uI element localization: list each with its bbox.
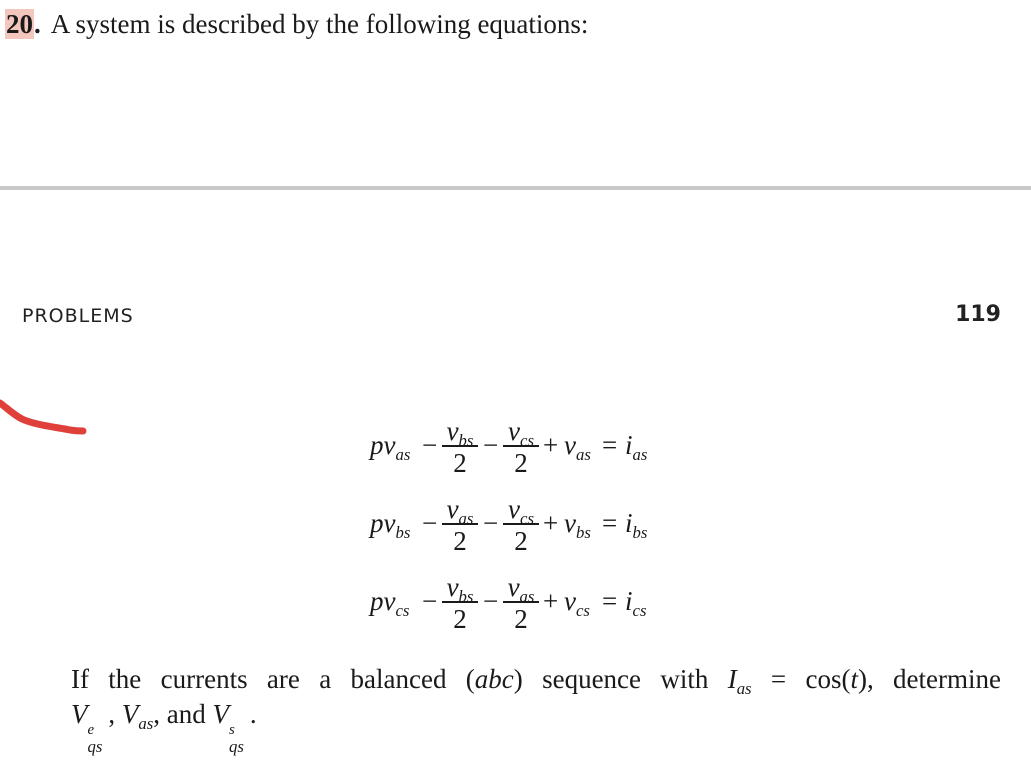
question-text: A system is described by the following equations: [50,9,589,39]
page-divider [0,186,1031,190]
running-head-section: PROBLEMS [22,305,134,327]
equals-sign: = [602,586,618,616]
minus-sign: − [422,586,438,616]
page-number: 119 [955,302,1001,327]
plus-sign: + [543,430,559,460]
fraction: $v_{cs}$ 2 [503,418,539,474]
minus-sign: − [483,430,499,460]
fraction: $v_{bs}$ 2 [442,574,478,630]
fraction: $v_{as}$ 2 [442,496,478,552]
problem-statement-line-1: If the currents are a balanced (abc) sequence with $I_{as} = \cos(t)$, determine [71,664,1001,698]
eq-term: $v_{bs}$ [564,508,591,542]
minus-sign: − [483,508,499,538]
fraction: $v_{bs}$ 2 [442,418,478,474]
minus-sign: − [483,586,499,616]
plus-sign: + [543,586,559,616]
equals-sign: = [602,508,618,538]
eq-rhs-term: $i_{bs}$ [625,508,648,542]
eq-lhs-term: $pv_{bs}$ [370,508,411,542]
plus-sign: + [543,508,559,538]
eq-lhs-term: $pv_{cs}$ [370,586,410,620]
minus-sign: − [422,430,438,460]
eq-term: $v_{cs}$ [564,586,590,620]
eq-rhs-term: $i_{as}$ [625,430,648,464]
eq-rhs-term: $i_{cs}$ [625,586,647,620]
eq-term: $v_{as}$ [564,430,591,464]
question-dot: . [34,9,41,39]
equals-sign: = [602,430,618,460]
eq-lhs-term: $pv_{as}$ [370,430,411,464]
question-number: 20 [6,9,33,39]
fraction: $v_{cs}$ 2 [503,496,539,552]
problem-statement-line-2: V e qs , $V_{as}$, and V s qs . [71,699,257,756]
fraction: $v_{as}$ 2 [503,574,539,630]
minus-sign: − [422,508,438,538]
question-line [5,6,588,42]
red-pen-mark [0,395,100,445]
